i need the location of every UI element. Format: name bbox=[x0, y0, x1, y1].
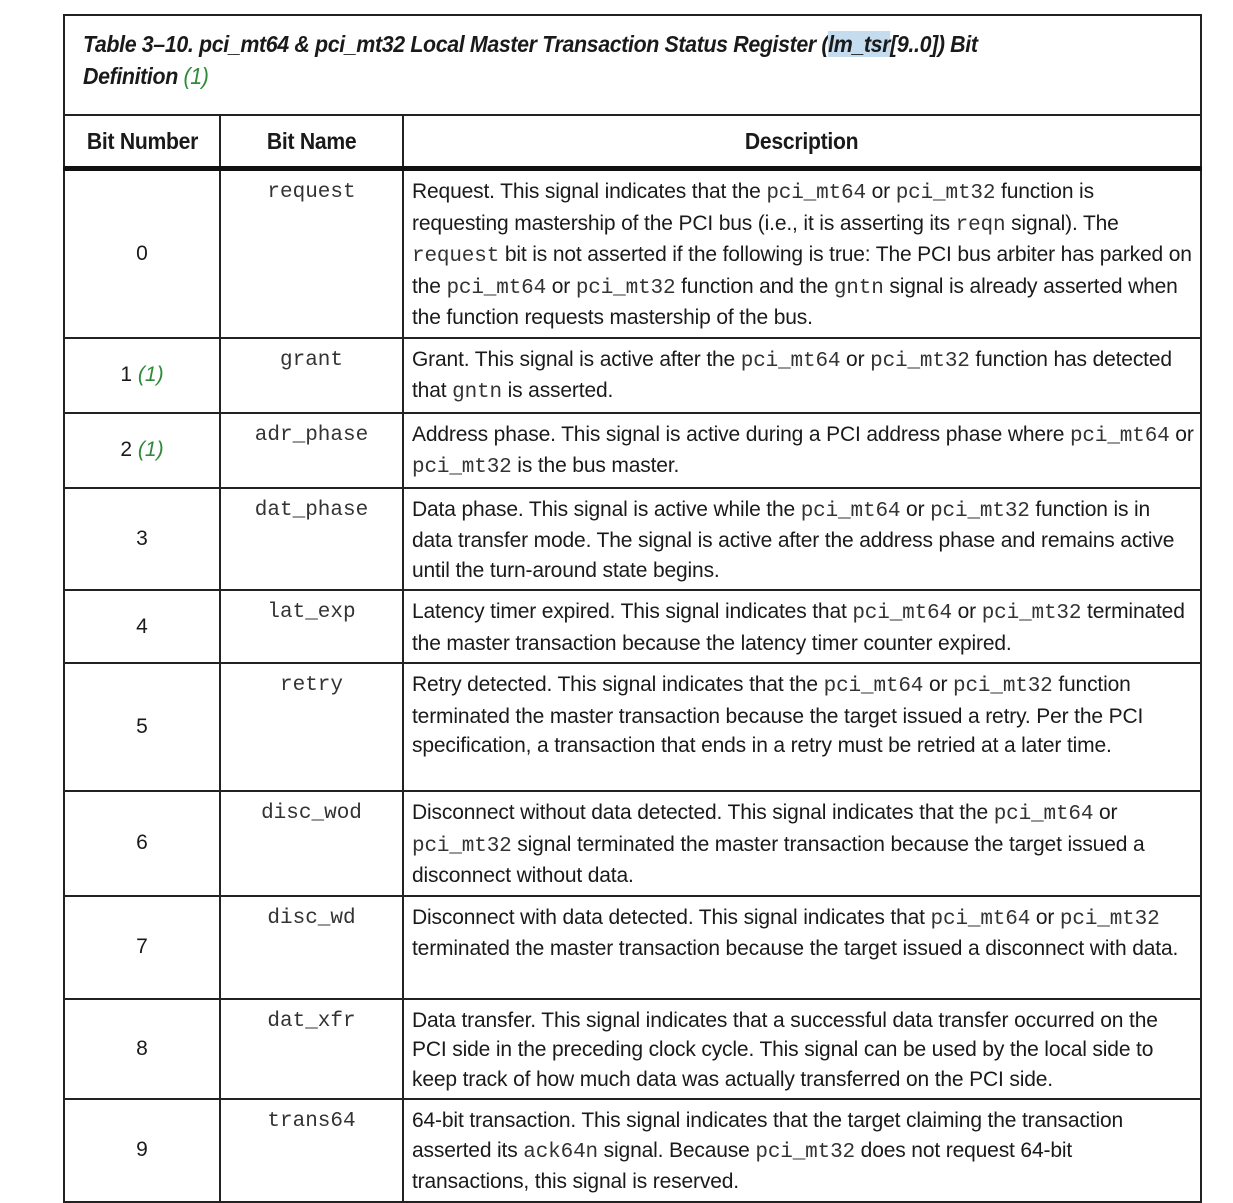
description-text: or bbox=[840, 347, 871, 371]
description-text: signal terminated the master transaction because the target issued a disconnect without data. bbox=[412, 832, 1145, 887]
table-row bbox=[64, 663, 1201, 791]
bit-number-cell bbox=[64, 338, 220, 413]
signal-name: pci_mt32 bbox=[870, 349, 970, 373]
description-text: Latency timer expired. This signal indicates that bbox=[412, 600, 853, 623]
bit-description bbox=[403, 590, 1201, 663]
description-text: or bbox=[865, 180, 896, 203]
title-suffix: [9..0]) Bit bbox=[890, 31, 978, 57]
table-row bbox=[64, 999, 1201, 1100]
bit-description bbox=[403, 999, 1201, 1100]
bit-number-cell bbox=[64, 663, 220, 791]
signal-name: pci_mt32 bbox=[930, 499, 1030, 523]
bit-description bbox=[403, 413, 1201, 488]
bit-number: 4 bbox=[136, 614, 148, 638]
bit-number-cell bbox=[64, 169, 220, 338]
description-text: Data phase. This signal is active while the bbox=[412, 497, 801, 521]
description-text: or bbox=[951, 600, 982, 623]
bit-description bbox=[403, 791, 1201, 896]
description-text: Grant. This signal is active after the bbox=[412, 347, 741, 371]
bit-name: disc_wd bbox=[220, 896, 403, 999]
bit-description bbox=[403, 169, 1201, 338]
description-text: 64-bit transaction. This signal indicates that the target claiming the transaction asserted its bbox=[412, 1109, 1124, 1162]
signal-name: pci_mt64 bbox=[1069, 424, 1170, 448]
signal-name: gntn bbox=[452, 381, 502, 404]
header-bit-name: Bit Name bbox=[220, 115, 403, 169]
bit-number-cell bbox=[64, 590, 220, 663]
bit-name: disc_wod bbox=[220, 791, 403, 896]
bit-number-cell bbox=[64, 488, 220, 591]
description-text: or bbox=[923, 673, 954, 696]
signal-name: reqn bbox=[955, 213, 1006, 237]
bit-description bbox=[403, 338, 1201, 413]
table-row bbox=[64, 590, 1201, 663]
signal-name: pci_mt32 bbox=[953, 675, 1053, 698]
description-text: Request. This signal indicates that the bbox=[412, 180, 767, 203]
signal-name: pci_mt64 bbox=[823, 675, 924, 698]
description-text: or bbox=[546, 274, 576, 298]
bit-number: 6 bbox=[136, 831, 148, 855]
description-text: signal is already asserted when the function requests mastership of the bus. bbox=[412, 274, 1178, 329]
bit-name: adr_phase bbox=[220, 413, 403, 488]
description-text: is the bus master. bbox=[511, 454, 680, 477]
bit-number-cell bbox=[64, 1099, 220, 1202]
bit-number: 0 bbox=[136, 241, 148, 265]
title-prefix: Table 3–10. pci_mt64 & pci_mt32 Local Master Transaction Status Register ( bbox=[83, 31, 829, 57]
description-text: terminated the master transaction because the target issued a disconnect with data. bbox=[412, 937, 1179, 960]
header-bit-number: Bit Number bbox=[64, 115, 220, 169]
signal-name: pci_mt64 bbox=[852, 602, 952, 625]
description-text: is asserted. bbox=[501, 379, 614, 402]
description-text: Retry detected. This signal indicates that the bbox=[412, 673, 824, 696]
description-text: Disconnect with data detected. This signal indicates that bbox=[412, 905, 931, 929]
bit-name: grant bbox=[220, 338, 403, 413]
signal-name: pci_mt32 bbox=[895, 182, 996, 205]
table-title bbox=[83, 28, 1162, 92]
signal-name: pci_mt64 bbox=[930, 907, 1031, 931]
bit-number-cell bbox=[64, 999, 220, 1100]
header-description: Description bbox=[403, 115, 1201, 169]
table-row bbox=[64, 169, 1201, 338]
description-text: or bbox=[1169, 422, 1194, 446]
description-text: function terminated the master transaction because the target issued a retry. Per the PCI specification, a transaction that ends in a retry must be retried at a later time. bbox=[412, 673, 1144, 757]
bit-name: request bbox=[220, 169, 403, 338]
description-text: signal). The bbox=[1005, 211, 1119, 235]
signal-name: ack64n bbox=[523, 1140, 598, 1164]
bit-name: lat_exp bbox=[220, 590, 403, 663]
bit-footnote-ref: (1) bbox=[137, 363, 164, 386]
table-body bbox=[64, 169, 1201, 1202]
bit-number: 3 bbox=[136, 526, 148, 550]
bit-number: 2 bbox=[120, 438, 133, 461]
bit-number: 9 bbox=[136, 1138, 148, 1162]
table-row bbox=[64, 896, 1201, 999]
description-text: Address phase. This signal is active during a PCI address phase where bbox=[412, 422, 1070, 446]
bit-description bbox=[403, 663, 1201, 791]
signal-name: pci_mt64 bbox=[993, 803, 1094, 826]
table-title-cell bbox=[64, 15, 1201, 115]
bit-number: 8 bbox=[136, 1036, 148, 1060]
header-row bbox=[64, 115, 1201, 169]
description-text: function has detected that bbox=[412, 347, 1172, 402]
signal-name: pci_mt64 bbox=[800, 499, 901, 523]
bit-number-cell bbox=[64, 413, 220, 488]
bit-footnote-ref: (1) bbox=[137, 438, 164, 461]
signal-name: gntn bbox=[833, 276, 884, 300]
signal-name: pci_mt64 bbox=[766, 182, 866, 205]
signal-name: pci_mt32 bbox=[412, 456, 512, 479]
signal-name: request bbox=[412, 245, 500, 268]
bit-number: 7 bbox=[136, 935, 148, 958]
signal-name: pci_mt32 bbox=[412, 834, 512, 858]
bit-name: trans64 bbox=[220, 1099, 403, 1202]
description-text: function is in data transfer mode. The signal is active after the address phase and remains active until the turn-around state begins. bbox=[412, 497, 1175, 582]
description-text: bit is not asserted if the following is true: The PCI bus arbiter has parked on the bbox=[412, 243, 1192, 298]
signal-name: pci_mt32 bbox=[575, 276, 676, 300]
bit-description bbox=[403, 488, 1201, 591]
signal-name: pci_mt64 bbox=[740, 349, 841, 373]
title-footnote-ref: (1) bbox=[183, 63, 209, 89]
title-highlighted-register: lm_tsr bbox=[828, 31, 891, 57]
bit-description bbox=[403, 1099, 1201, 1202]
bit-number-cell bbox=[64, 791, 220, 896]
signal-name: pci_mt32 bbox=[1059, 907, 1160, 931]
bit-name: retry bbox=[220, 663, 403, 791]
description-text: does not request 64-bit transactions, this signal is reserved. bbox=[412, 1138, 1073, 1193]
description-text: terminated the master transaction because the latency timer counter expired. bbox=[412, 600, 1185, 655]
title-line2: Definition bbox=[83, 63, 178, 89]
description-text: or bbox=[1093, 801, 1118, 824]
description-text: or bbox=[900, 497, 931, 521]
bit-name: dat_xfr bbox=[220, 999, 403, 1100]
description-text: signal. Because bbox=[597, 1138, 756, 1162]
bit-description bbox=[403, 896, 1201, 999]
table-row bbox=[64, 338, 1201, 413]
table-row bbox=[64, 488, 1201, 591]
description-text: function and the bbox=[675, 274, 834, 298]
bit-number-cell bbox=[64, 896, 220, 999]
register-bit-table bbox=[63, 14, 1202, 1203]
bit-number: 1 bbox=[120, 363, 133, 386]
description-text: or bbox=[1030, 905, 1060, 929]
signal-name: pci_mt64 bbox=[446, 276, 547, 300]
table-row bbox=[64, 1099, 1201, 1202]
description-text: Disconnect without data detected. This signal indicates that the bbox=[412, 801, 994, 824]
bit-number: 5 bbox=[136, 715, 148, 738]
bit-name: dat_phase bbox=[220, 488, 403, 591]
description-text: function is requesting mastership of the PCI bus (i.e., it is asserting its bbox=[412, 180, 1094, 235]
description-text: Data transfer. This signal indicates that a successful data transfer occurred on the PCI side in the preceding clock cycle. This signal can be used by the local side to keep track of how much data was actually transferred on the PCI side. bbox=[412, 1008, 1158, 1091]
table-row bbox=[64, 413, 1201, 488]
signal-name: pci_mt32 bbox=[981, 602, 1082, 625]
table-row bbox=[64, 791, 1201, 896]
signal-name: pci_mt32 bbox=[755, 1140, 855, 1164]
